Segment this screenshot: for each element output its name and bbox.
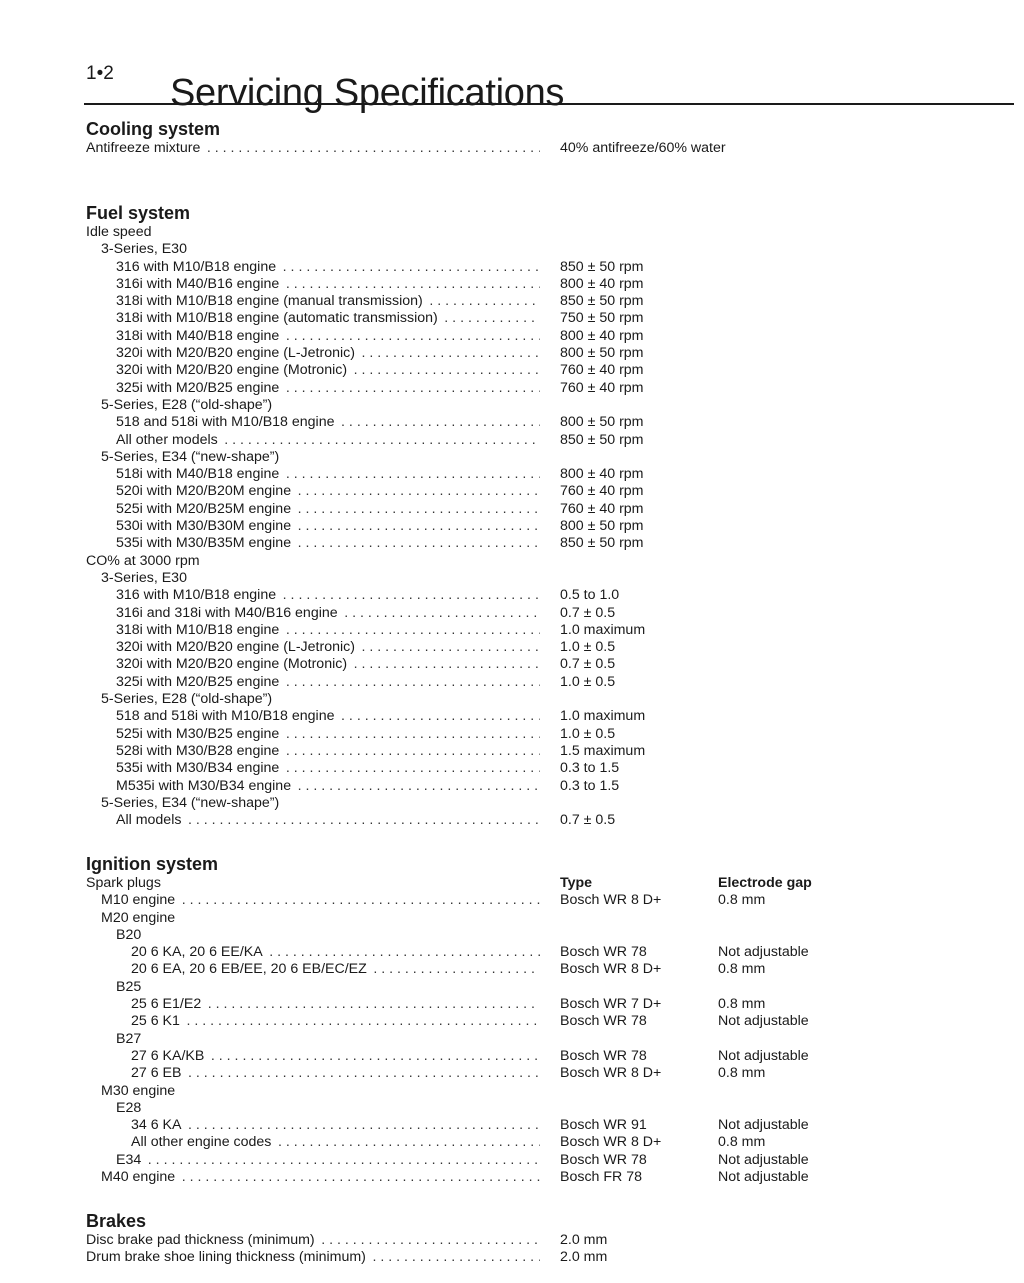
spec-row <box>86 1013 986 1030</box>
spec-label: 20 6 EA, 20 6 EB/EE, 20 6 EB/EC/EZ <box>131 961 367 978</box>
spec-value: 850 ± 50 rpm <box>560 293 644 310</box>
fuel-section <box>86 202 986 829</box>
spec-label: 518 and 518i with M10/B18 engine <box>116 708 335 725</box>
spec-row <box>86 1048 986 1065</box>
spec-value: 800 ± 40 rpm <box>560 466 644 483</box>
spec-label: 27 6 EB <box>131 1065 182 1082</box>
spec-label: 25 6 K1 <box>131 1013 180 1030</box>
spec-value: 750 ± 50 rpm <box>560 310 644 327</box>
spec-label: M10 engine <box>101 892 176 909</box>
electrode-gap: 0.8 mm <box>718 1134 766 1151</box>
spec-row <box>86 674 986 691</box>
subgroup-label: B27 <box>116 1030 142 1047</box>
plug-type: Bosch WR 8 D+ <box>560 1134 662 1151</box>
spec-row <box>86 293 986 310</box>
plug-type: Bosch WR 8 D+ <box>560 892 662 909</box>
spec-label: 320i with M20/B20 engine (Motronic) <box>116 656 348 673</box>
spec-row <box>86 414 986 431</box>
subgroup-label: 5-Series, E28 (“old-shape”) <box>101 691 273 708</box>
spec-value: 2.0 mm <box>560 1232 608 1248</box>
electrode-gap: Not adjustable <box>718 1151 809 1168</box>
spec-label: Antifreeze mixture <box>86 140 201 156</box>
spec-row <box>86 140 986 157</box>
column-header-type: Type <box>560 875 593 891</box>
plug-type: Bosch WR 91 <box>560 1117 647 1134</box>
subgroup-label: 5-Series, E34 (“new-shape”) <box>101 794 280 811</box>
spec-row <box>86 328 986 345</box>
electrode-gap: Not adjustable <box>718 1013 809 1030</box>
ignition-section <box>86 853 986 1186</box>
spec-value: 2.0 mm <box>560 1249 608 1266</box>
electrode-gap: 0.8 mm <box>718 1065 766 1082</box>
spec-row <box>86 708 986 725</box>
spec-label: 525i with M20/B25M engine <box>116 500 292 517</box>
spec-value: 760 ± 40 rpm <box>560 379 644 396</box>
spec-value: 0.5 to 1.0 <box>560 587 620 604</box>
electrode-gap: 0.8 mm <box>718 892 766 909</box>
spec-label: 25 6 E1/E2 <box>131 996 202 1013</box>
group-label: Spark plugs <box>86 875 161 891</box>
subgroup-label: B25 <box>116 978 142 995</box>
spec-row <box>86 892 986 909</box>
spec-label: 318i with M10/B18 engine <box>116 621 280 638</box>
spec-label: Disc brake pad thickness (minimum) <box>86 1232 315 1248</box>
spec-value: 760 ± 40 rpm <box>560 483 644 500</box>
spec-value: 850 ± 50 rpm <box>560 431 644 448</box>
spec-row <box>86 518 986 535</box>
spec-label: M40 engine <box>101 1169 176 1186</box>
spec-row <box>86 812 986 829</box>
subgroup-label: B20 <box>116 926 142 943</box>
spec-row <box>86 1169 986 1186</box>
spec-value: 40% antifreeze/60% water <box>560 140 726 156</box>
spec-value: 1.0 ± 0.5 <box>560 725 616 742</box>
spec-label: 27 6 KA/KB <box>131 1047 205 1064</box>
spec-label: 318i with M10/B18 engine (manual transmission) <box>116 293 423 310</box>
spec-label: 520i with M20/B20M engine <box>116 483 292 500</box>
plug-type: Bosch WR 7 D+ <box>560 996 662 1013</box>
spec-value: 1.5 maximum <box>560 742 646 759</box>
section-heading: Ignition system <box>86 854 219 874</box>
spec-row <box>86 483 986 500</box>
spec-row <box>86 1065 986 1082</box>
plug-type: Bosch WR 78 <box>560 944 647 961</box>
spec-label: 318i with M10/B18 engine (automatic transmission) <box>116 310 438 327</box>
spec-row <box>86 996 986 1013</box>
spec-row <box>86 276 986 293</box>
spec-value: 850 ± 50 rpm <box>560 258 644 275</box>
spec-label: 318i with M40/B18 engine <box>116 327 280 344</box>
spec-row <box>86 501 986 518</box>
spec-label: 320i with M20/B20 engine (L-Jetronic) <box>116 345 355 362</box>
plug-type: Bosch WR 78 <box>560 1013 647 1030</box>
spec-value: 850 ± 50 rpm <box>560 535 644 552</box>
subgroup-label: 3-Series, E30 <box>101 569 187 586</box>
spec-value: 0.7 ± 0.5 <box>560 604 616 621</box>
spec-label: M535i with M30/B34 engine <box>116 777 292 794</box>
spec-value: 800 ± 50 rpm <box>560 345 644 362</box>
spec-label: 525i with M30/B25 engine <box>116 725 280 742</box>
spec-row <box>86 944 986 961</box>
plug-type: Bosch WR 8 D+ <box>560 1065 662 1082</box>
header-rule <box>84 103 1014 105</box>
brakes-section <box>86 1210 986 1267</box>
plug-type: Bosch WR 78 <box>560 1047 647 1064</box>
column-header-gap: Electrode gap <box>718 875 812 891</box>
page-title: Servicing Specifications <box>170 72 565 115</box>
spec-row <box>86 1134 986 1151</box>
subgroup-label: E28 <box>116 1099 142 1116</box>
subgroup-label: M30 engine <box>101 1082 176 1099</box>
spec-value: 0.3 to 1.5 <box>560 777 620 794</box>
spec-label: 530i with M30/B30M engine <box>116 518 292 535</box>
electrode-gap: Not adjustable <box>718 944 809 961</box>
subgroup-label: 5-Series, E28 (“old-shape”) <box>101 396 273 413</box>
electrode-gap: Not adjustable <box>718 1169 809 1186</box>
spec-row <box>86 605 986 622</box>
section-heading: Fuel system <box>86 203 191 223</box>
spec-row <box>86 726 986 743</box>
spec-label: 316i with M40/B16 engine <box>116 275 280 292</box>
spec-row <box>86 345 986 362</box>
spec-row <box>86 466 986 483</box>
spec-label: All other engine codes <box>131 1134 272 1151</box>
spec-value: 800 ± 50 rpm <box>560 414 644 431</box>
group-label: CO% at 3000 rpm <box>86 552 200 569</box>
spec-value: 1.0 maximum <box>560 621 646 638</box>
spec-row <box>86 362 986 379</box>
spec-label: 518 and 518i with M10/B18 engine <box>116 414 335 431</box>
group-label: Idle speed <box>86 224 152 240</box>
spec-label: E34 <box>116 1151 142 1168</box>
spec-value: 1.0 maximum <box>560 708 646 725</box>
spec-row <box>86 1232 986 1249</box>
spec-row <box>86 1117 986 1134</box>
page-number: 1•2 <box>86 63 114 84</box>
spec-label: 34 6 KA <box>131 1117 182 1134</box>
spec-value: 0.7 ± 0.5 <box>560 656 616 673</box>
spec-row <box>86 622 986 639</box>
spec-row <box>86 639 986 656</box>
spec-label: 316 with M10/B18 engine <box>116 258 277 275</box>
spec-row <box>86 432 986 449</box>
spec-label: 320i with M20/B20 engine (Motronic) <box>116 362 348 379</box>
spec-label: 535i with M30/B34 engine <box>116 760 280 777</box>
spec-label: 316i and 318i with M40/B16 engine <box>116 604 338 621</box>
spec-value: 760 ± 40 rpm <box>560 500 644 517</box>
spec-row <box>86 961 986 978</box>
cooling-section <box>86 118 986 157</box>
spec-value: 1.0 ± 0.5 <box>560 673 616 690</box>
spec-label: 325i with M20/B25 engine <box>116 673 280 690</box>
spec-row <box>86 1249 986 1266</box>
spec-label: 325i with M20/B25 engine <box>116 379 280 396</box>
spec-row <box>86 310 986 327</box>
spec-row <box>86 1152 986 1169</box>
spec-row <box>86 760 986 777</box>
spec-value: 1.0 ± 0.5 <box>560 639 616 656</box>
spec-row <box>86 656 986 673</box>
subgroup-label: 3-Series, E30 <box>101 241 187 258</box>
electrode-gap: 0.8 mm <box>718 961 766 978</box>
spec-value: 0.3 to 1.5 <box>560 760 620 777</box>
subgroup-label: M20 engine <box>101 909 176 926</box>
spec-row <box>86 778 986 795</box>
spec-value: 800 ± 40 rpm <box>560 275 644 292</box>
spec-row <box>86 743 986 760</box>
spec-label: All models <box>116 812 182 829</box>
spec-row <box>86 535 986 552</box>
spec-label: All other models <box>116 431 218 448</box>
spec-label: 20 6 KA, 20 6 EE/KA <box>131 944 263 961</box>
electrode-gap: 0.8 mm <box>718 996 766 1013</box>
spec-value: 800 ± 40 rpm <box>560 327 644 344</box>
spec-label: 528i with M30/B28 engine <box>116 742 280 759</box>
spec-row <box>86 259 986 276</box>
plug-type: Bosch WR 78 <box>560 1151 647 1168</box>
spec-value: 760 ± 40 rpm <box>560 362 644 379</box>
spec-row <box>86 587 986 604</box>
spec-value: 800 ± 50 rpm <box>560 518 644 535</box>
electrode-gap: Not adjustable <box>718 1117 809 1134</box>
plug-type: Bosch WR 8 D+ <box>560 961 662 978</box>
subgroup-label: 5-Series, E34 (“new-shape”) <box>101 448 280 465</box>
plug-type: Bosch FR 78 <box>560 1169 643 1186</box>
spec-value: 0.7 ± 0.5 <box>560 812 616 829</box>
section-heading: Cooling system <box>86 119 221 139</box>
spec-label: 316 with M10/B18 engine <box>116 587 277 604</box>
spec-row <box>86 380 986 397</box>
spec-label: 535i with M30/B35M engine <box>116 535 292 552</box>
spec-label: 320i with M20/B20 engine (L-Jetronic) <box>116 639 355 656</box>
section-heading: Brakes <box>86 1211 147 1231</box>
spec-label: Drum brake shoe lining thickness (minimum) <box>86 1249 366 1266</box>
spec-label: 518i with M40/B18 engine <box>116 466 280 483</box>
electrode-gap: Not adjustable <box>718 1047 809 1064</box>
